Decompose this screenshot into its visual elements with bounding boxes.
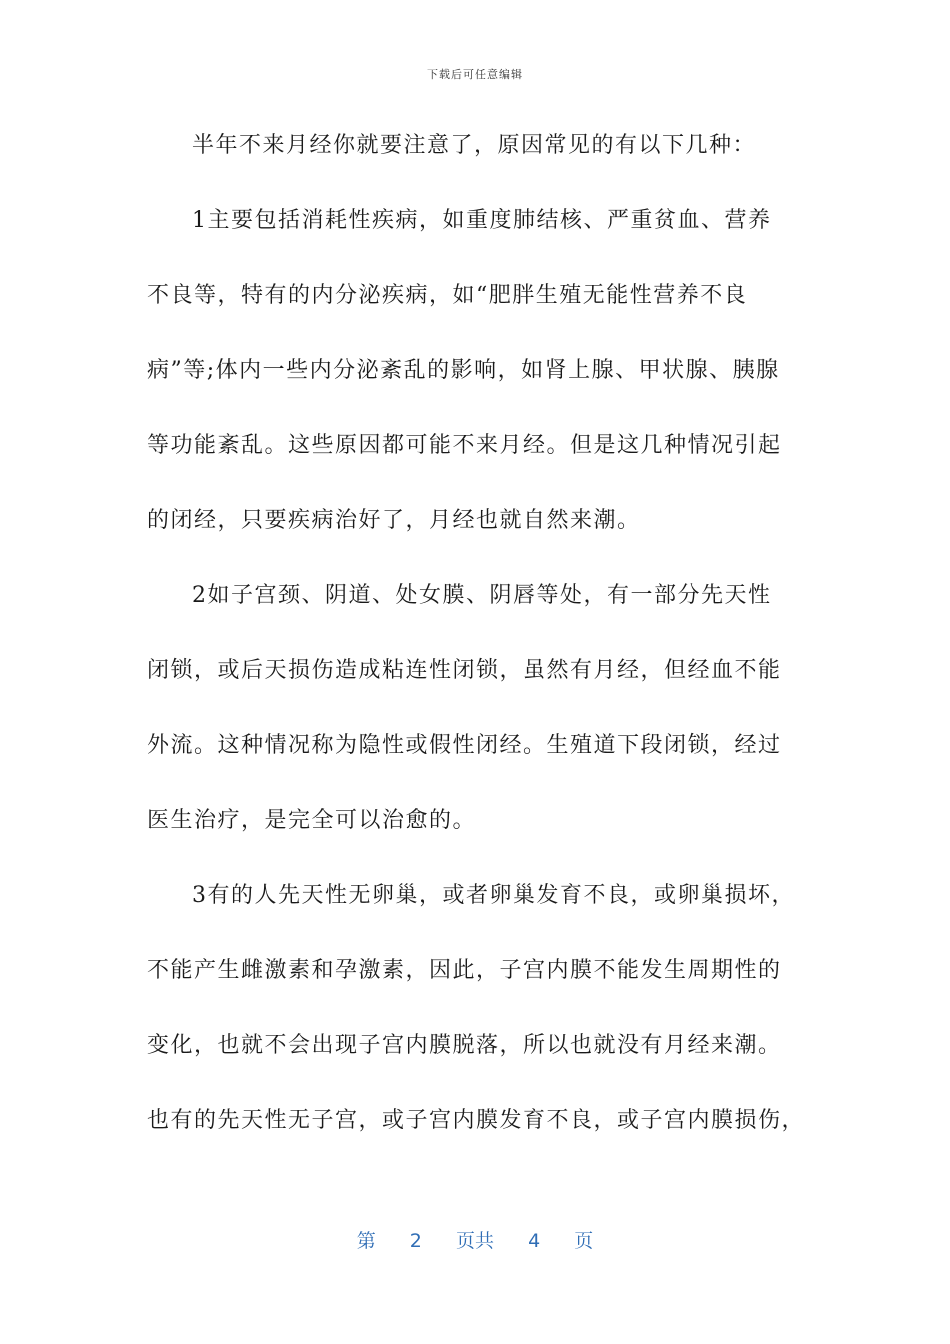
text-line: 变化，也就不会出现子宫内膜脱落，所以也就没有月经来潮。 <box>147 1033 782 1058</box>
page-number-footer <box>0 1226 950 1253</box>
text-line: 半年不来月经你就要注意了，原因常见的有以下几种： <box>192 133 757 158</box>
page-suffix: 页 <box>574 1230 594 1252</box>
text-line: 病”等;体内一些内分泌紊乱的影响，如肾上腺、甲状腺、胰腺 <box>147 358 780 383</box>
text-line: 1主要包括消耗性疾病，如重度肺结核、严重贫血、营养 <box>192 208 772 233</box>
text-line: 外流。这种情况称为隐性或假性闭经。生殖道下段闭锁，经过 <box>147 733 782 758</box>
page-prefix: 第 <box>356 1230 376 1252</box>
total-page-number: 4 <box>528 1230 541 1252</box>
text-line: 的闭经，只要疾病治好了，月经也就自然来潮。 <box>147 508 641 533</box>
text-line: 不良等，特有的内分泌疾病，如“肥胖生殖无能性营养不良 <box>147 283 748 308</box>
current-page-number: 2 <box>409 1230 422 1252</box>
text-line: 2如子宫颈、阴道、处女膜、阴唇等处，有一部分先天性 <box>192 583 772 608</box>
text-line: 3有的人先天性无卵巢，或者卵巢发育不良，或卵巢损坏， <box>192 883 795 908</box>
text-line: 医生治疗，是完全可以治愈的。 <box>147 808 477 833</box>
document-body <box>147 125 812 1175</box>
page-middle-text: 页共 <box>455 1230 494 1252</box>
text-line: 闭锁，或后天损伤造成粘连性闭锁，虽然有月经，但经血不能 <box>147 658 782 683</box>
text-line: 也有的先天性无子宫，或子宫内膜发育不良，或子宫内膜损伤， <box>147 1108 806 1133</box>
page-header-note: 下载后可任意编辑 <box>427 68 523 81</box>
text-line: 等功能紊乱。这些原因都可能不来月经。但是这几种情况引起 <box>147 433 782 458</box>
text-line: 不能产生雌激素和孕激素，因此，子宫内膜不能发生周期性的 <box>147 958 782 983</box>
